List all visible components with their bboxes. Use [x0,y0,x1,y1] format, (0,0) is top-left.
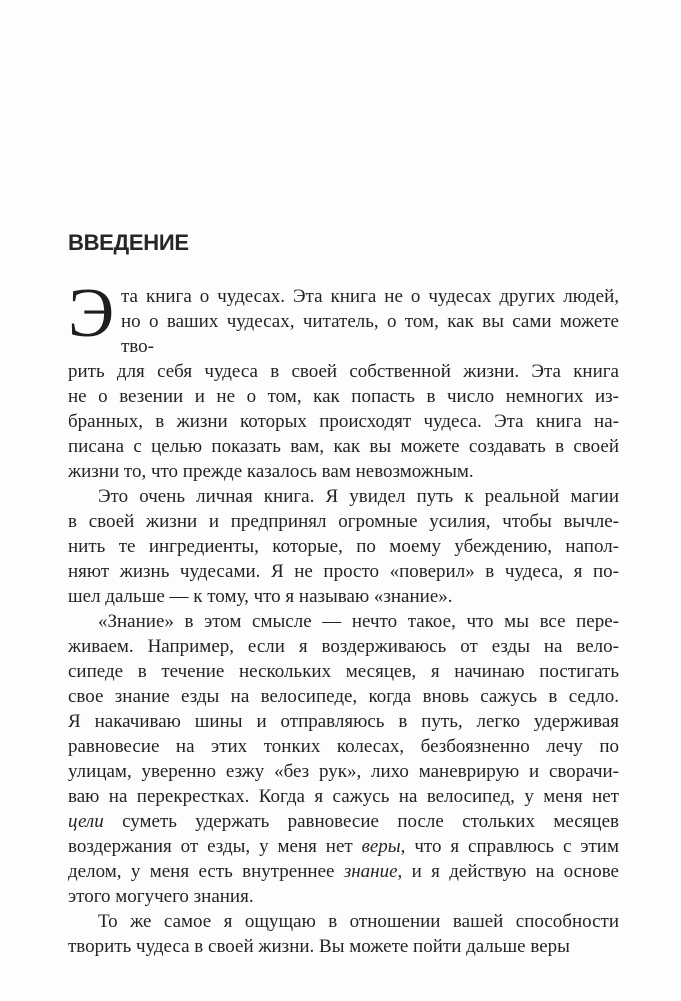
text-line [68,934,619,959]
text-run: жизни то, что прежде казалось вам невозможным. [68,461,474,482]
paragraph [68,909,619,959]
text-line [68,834,619,859]
text-run: та книга о чудесах. Эта книга не о чудесах других людей, [121,286,619,307]
chapter-heading: ВВЕДЕНИЕ [68,230,189,255]
text-run: , что я справлюсь с этим [400,836,619,857]
text-line [68,534,619,559]
text-line [68,709,619,734]
italic-text-run: веры [361,836,401,857]
text-run: ваю на перекрестках. Когда я сажусь на велосипед, у меня нет [68,786,619,807]
text-line [68,634,619,659]
text-line [68,684,619,709]
text-run: То же самое я ощущаю в отношении вашей способности [98,911,619,932]
text-run: творить чудеса в своей жизни. Вы можете пойти дальше веры [68,936,570,957]
body-text [68,275,619,959]
text-run: бранных, в жизни которых происходят чудеса. Эта книга на- [68,411,619,432]
text-run: нить те ингредиенты, которые, по моему убеждению, напол- [68,536,619,557]
text-run: живаем. Например, если я воздерживаюсь от езды на вело- [68,636,619,657]
italic-text-run: знание [343,861,398,882]
text-line [68,434,619,459]
text-line [68,784,619,809]
text-run: сипеде в течение нескольких месяцев, я начинаю постигать [68,661,619,682]
paragraph [68,609,619,909]
text-line [68,459,619,484]
text-line [68,609,619,634]
text-line [68,909,619,934]
text-run: «Знание» в этом смысле — нечто такое, что мы все пере- [98,611,619,632]
text-run: , и я действую на основе [397,861,619,882]
text-run: этого могучего знания. [68,886,254,907]
text-line [68,409,619,434]
text-line [68,809,619,834]
drop-cap: Э [68,275,115,352]
text-run: шел дальше — к тому, что я называю «знание». [68,586,453,607]
text-run: суметь удержать равновесие после стольких месяцев [103,811,619,832]
text-line [68,484,619,509]
text-line [68,859,619,884]
paragraph [68,275,619,484]
text-run: свое знание езды на велосипеде, когда вновь сажусь в седло. [68,686,619,707]
text-line [68,284,619,309]
text-line [68,584,619,609]
text-run: Я накачиваю шины и отправляюсь в путь, легко удерживая [68,711,619,732]
text-line [68,759,619,784]
text-run: равновесие на этих тонких колесах, безбоязненно лечу по [68,736,619,757]
text-line [68,384,619,409]
text-run: няют жизнь чудесами. Я не просто «поверил» в чудеса, я по- [68,561,619,582]
text-line [68,309,619,359]
text-run: в своей жизни и предпринял огромные усилия, чтобы вычле- [68,511,619,532]
text-line [68,559,619,584]
text-run: улицам, уверенно езжу «без рук», лихо маневрирую и сворачи- [68,761,619,782]
page-content [68,231,619,959]
text-line [68,734,619,759]
italic-text-run: цели [68,811,104,832]
text-run: рить для себя чудеса в своей собственной жизни. Эта книга [68,361,619,382]
text-run: воздержания от езды, у меня нет [68,836,362,857]
paragraph [68,484,619,609]
text-run: писана с целью показать вам, как вы можете создавать в своей [68,436,619,457]
text-run: Это очень личная книга. Я увидел путь к реальной магии [98,486,619,507]
text-line [68,659,619,684]
text-line [68,884,619,909]
text-run: делом, у меня есть внутреннее [68,861,344,882]
text-run: не о везении и не о том, как попасть в число немногих из- [68,386,619,407]
text-line [68,359,619,384]
text-run: но о ваших чудесах, читатель, о том, как вы сами можете тво- [121,311,619,357]
text-line [68,509,619,534]
